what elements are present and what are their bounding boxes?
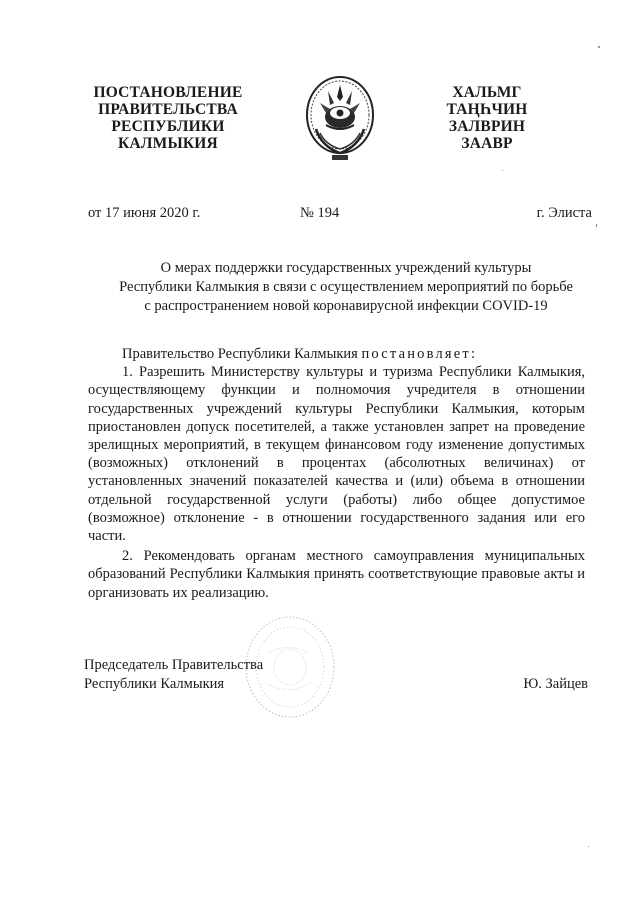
document-title-line: Республики Калмыкия в связи с осуществлением мероприятий по борьбе — [119, 279, 573, 295]
header-right-line: ЗАЛВРИН — [448, 118, 526, 135]
resolution-paragraph-1: 1. Разрешить Министерству культуры и туризма Республики Калмыкия, осуществляющему функции и полномочия учредителя в отношении государственных учреждений культуры Республики Калмыкия, которым приостановлен допуск посетителей, а также установлен запрет на проведение зрелищных мероприятий, в текущем финансовом году изменение допустимых (возможных) отклонений в процентах (абсолютных величинах) от установленных значений показателей качества и (или) объема в отношении отдельной государственной услуги (работы) либо общее допустимое (возможное) отклонение - в отношении государственного задания или его части. — [88, 364, 585, 545]
scan-speck — [596, 224, 597, 227]
document-title-line: О мерах поддержки государственных учреждений культуры — [160, 260, 532, 276]
signatory-position-line: Республики Калмыкия — [84, 676, 225, 692]
document-body — [88, 345, 585, 602]
resolution-intro-prefix: Правительство Республики Калмыкия — [122, 346, 358, 362]
resolution-intro — [88, 345, 585, 363]
signatory-position — [84, 656, 263, 694]
header-right-line: ХАЛЬМГ — [452, 84, 522, 101]
header-left-line: КАЛМЫКИЯ — [118, 135, 218, 152]
header-left-line: ПРАВИТЕЛЬСТВА — [98, 101, 238, 118]
header-left-line: ПОСТАНОВЛЕНИЕ — [93, 84, 243, 101]
header-right-title — [422, 84, 552, 152]
resolution-keyword: постановляет: — [361, 346, 478, 362]
document-title-line: с распространением новой коронавирусной инфекции COVID-19 — [144, 298, 548, 314]
document-city: г. Элиста — [536, 205, 592, 221]
header-left-line: РЕСПУБЛИКИ — [111, 118, 225, 135]
signatory-position-line: Председатель Правительства — [84, 657, 264, 673]
header-left-title — [88, 84, 248, 152]
scan-speck — [598, 46, 600, 48]
scan-speck — [502, 170, 503, 171]
resolution-paragraph-2: 2. Рекомендовать органам местного самоуправления муниципальных образований Республики Калмыкия принять соответствующие правовые акты и организовать их реализацию. — [88, 548, 585, 601]
scan-speck — [588, 846, 589, 847]
document-title — [96, 259, 596, 316]
header-right-line: ТАҢҺЧИН — [446, 101, 528, 118]
document-number: № 194 — [300, 205, 340, 221]
signatory-name: Ю. Зайцев — [523, 676, 588, 692]
kalmykia-coat-of-arms-icon — [302, 73, 378, 163]
header-right-line: ЗААВР — [461, 135, 513, 152]
document-date: от 17 июня 2020 г. — [88, 205, 201, 221]
